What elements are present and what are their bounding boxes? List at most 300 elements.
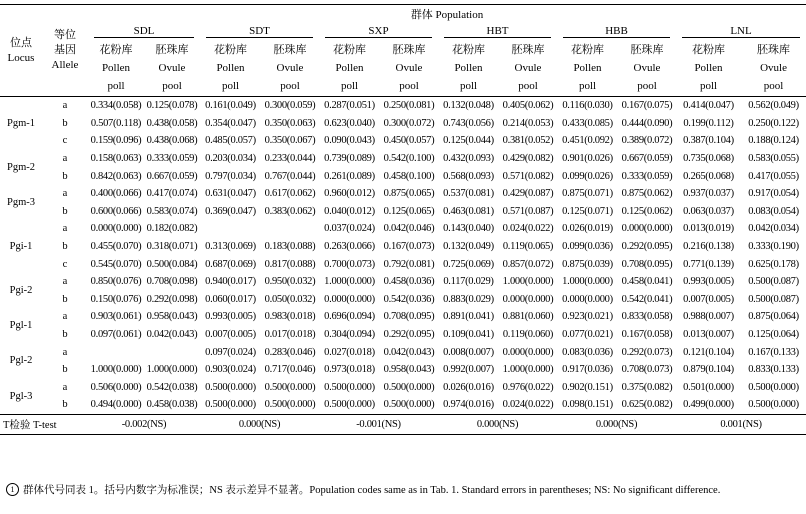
population-hbb [557,22,676,40]
ovule-frequency-cell: 0.625(0.178) [748,258,799,270]
pollen-frequency-cell: 0.099(0.026) [562,170,613,182]
ovule-frequency-cell: 1.000(0.000) [502,364,554,376]
population-lnl [676,22,806,40]
allele-header-en: Allele [51,59,79,71]
pollen-header-line: 花粉库 [99,44,133,56]
ovule-header-line: 胚珠库 [630,44,664,56]
ovule-frequency-cell: 0.542(0.041) [621,293,673,305]
ovule-frequency-cell: 0.667(0.059) [621,153,673,165]
pollen-pool-header [676,40,741,97]
ovule-frequency-cell: 0.405(0.062) [502,100,554,112]
pollen-frequency-cell: 0.500(0.000) [324,399,375,411]
table-row [0,379,806,397]
pollen-header-line: 花粉库 [333,44,366,56]
ovule-frequency-cell: 0.767(0.044) [264,170,316,182]
ovule-frequency-cell: 0.976(0.022) [502,381,554,393]
ttest-label: T检验 T-test [0,414,88,434]
pollen-frequency-cell: 0.842(0.063) [90,170,142,182]
pollen-frequency-cell: 0.040(0.012) [324,205,375,217]
locus-cell: Pgi-2 [9,285,33,297]
ovule-header-line: 胚珠库 [155,44,189,56]
pollen-header-line: poll [578,80,597,92]
pollen-frequency-cell: 0.903(0.024) [205,364,256,376]
locus-cell: Pgm-3 [6,197,35,209]
allele-cell: b [62,241,68,253]
population-name: HBT [444,25,551,38]
allele-cell: a [62,188,68,200]
ovule-frequency-cell: 0.438(0.068) [146,135,198,147]
ovule-frequency-cell: 0.183(0.088) [264,241,316,253]
pollen-frequency-cell: 0.696(0.094) [324,311,375,323]
pollen-header-line: Pollen [101,62,131,74]
ovule-frequency-cell: 0.983(0.018) [264,311,316,323]
pollen-header-line: poll [107,80,125,92]
pollen-frequency-cell: 0.099(0.036) [562,241,613,253]
ovule-frequency-cell: 0.917(0.054) [748,188,799,200]
table-row [0,115,806,133]
ovule-frequency-cell [144,343,200,361]
pollen-frequency-cell: 0.494(0.000) [90,399,142,411]
pollen-frequency-cell: 0.940(0.017) [205,276,256,288]
pollen-frequency-cell: 0.903(0.061) [90,311,142,323]
pollen-frequency-cell: 0.132(0.048) [443,100,494,112]
ovule-header-line: Ovule [514,62,542,74]
pool-subheader-row [0,40,806,97]
pollen-frequency-cell: 1.000(0.000) [324,276,375,288]
pollen-frequency-cell: 0.143(0.040) [443,223,494,235]
ovule-header-line: Ovule [760,62,787,74]
ovule-frequency-cell: 0.500(0.000) [383,399,435,411]
ovule-header-line: Ovule [276,62,304,74]
pollen-pool-header [557,40,618,97]
pollen-frequency-cell: 0.992(0.007) [443,364,494,376]
allele-header-cn1: 等位 [54,29,76,41]
pollen-pool-header [319,40,380,97]
pollen-frequency-cell: 0.451(0.092) [562,135,613,147]
ovule-frequency-cell: 0.300(0.072) [383,117,435,129]
ovule-frequency-cell: 0.292(0.095) [383,329,435,341]
ovule-frequency-cell: 0.350(0.063) [264,117,316,129]
allele-cell: b [62,364,68,376]
pollen-header-line: poll [340,80,359,92]
pollen-frequency-cell: 0.077(0.021) [562,329,613,341]
pollen-frequency-cell: 0.008(0.007) [443,346,494,358]
pollen-frequency-cell: 0.739(0.089) [324,153,375,165]
ovule-header-line: pool [162,80,182,92]
population-group-row [0,22,806,40]
ovule-frequency-cell: 0.119(0.060) [502,329,554,341]
allele-cell: c [62,135,68,147]
table-row [0,167,806,185]
ovule-pool-header [144,40,200,97]
ovule-frequency-cell: 0.438(0.058) [146,117,198,129]
ovule-frequency-cell: 0.958(0.043) [146,311,198,323]
pollen-frequency-cell: 0.923(0.021) [562,311,613,323]
pollen-frequency-cell: 0.623(0.040) [324,117,375,129]
ovule-frequency-cell: 0.500(0.000) [748,399,799,411]
locus-cell: Pgm-1 [6,117,35,129]
ovule-frequency-cell: 0.950(0.032) [264,276,316,288]
allele-cell: a [62,311,68,323]
ovule-frequency-cell: 0.017(0.018) [264,329,316,341]
ttest-value: 0.000(NS) [200,414,319,434]
ovule-frequency-cell: 0.389(0.072) [621,135,673,147]
pollen-frequency-cell: 0.973(0.018) [324,364,375,376]
allele-cell: b [62,170,68,182]
ovule-frequency-cell: 0.667(0.059) [146,170,198,182]
ovule-frequency-cell: 0.562(0.049) [748,100,799,112]
ovule-frequency-cell: 0.458(0.036) [383,276,435,288]
pollen-frequency-cell: 0.263(0.066) [324,241,375,253]
ovule-frequency-cell: 0.500(0.000) [383,381,435,393]
pollen-frequency-cell: 0.400(0.066) [90,188,142,200]
ovule-frequency-cell: 0.375(0.082) [621,381,673,393]
pollen-frequency-cell: 0.159(0.096) [90,135,142,147]
ovule-frequency-cell: 0.292(0.073) [621,346,673,358]
pollen-header-line: Pollen [216,62,245,74]
ovule-frequency-cell: 0.125(0.062) [621,205,673,217]
pollen-frequency-cell: 1.000(0.000) [90,364,142,376]
ovule-header-line: pool [763,80,784,92]
pollen-pool-header [88,40,144,97]
pollen-frequency-cell [200,220,261,238]
pollen-frequency-cell: 0.993(0.005) [683,276,734,288]
pollen-frequency-cell: 0.500(0.000) [324,381,375,393]
pollen-frequency-cell: 0.433(0.085) [562,117,613,129]
ovule-frequency-cell: 0.350(0.067) [264,135,316,147]
pollen-header-line: poll [459,80,478,92]
ovule-frequency-cell: 0.458(0.038) [146,399,198,411]
table-row [0,291,806,309]
locus-cell: Pgl-2 [9,355,33,367]
ovule-frequency-cell: 0.458(0.041) [621,276,673,288]
ovule-frequency-cell: 0.958(0.043) [383,364,435,376]
ovule-frequency-cell: 0.417(0.055) [748,170,799,182]
pollen-frequency-cell: 0.501(0.000) [683,381,734,393]
ovule-frequency-cell: 0.617(0.062) [264,188,316,200]
pollen-frequency-cell: 0.988(0.007) [683,311,734,323]
footnote-text: 群体代号同表 1。括号内数字为标准误；NS 表示差异不显著。Population codes same as in Tab. 1. Standard errors in parentheses; NS: No significant difference. [23,485,721,496]
ovule-frequency-cell: 0.875(0.062) [621,188,673,200]
ovule-header-line: 胚珠库 [511,44,545,56]
ovule-frequency-cell: 0.000(0.000) [621,223,673,235]
pollen-frequency-cell: 0.098(0.151) [562,399,613,411]
pollen-frequency-cell: 0.216(0.138) [683,241,734,253]
pollen-frequency-cell: 0.902(0.151) [562,381,613,393]
ovule-header-line: pool [399,80,419,92]
ovule-frequency-cell: 0.381(0.052) [502,135,554,147]
ovule-frequency-cell: 0.500(0.087) [748,276,799,288]
ovule-frequency-cell: 0.450(0.057) [383,135,435,147]
ovule-frequency-cell: 0.542(0.100) [383,153,435,165]
ovule-frequency-cell: 0.500(0.087) [748,293,799,305]
ovule-frequency-cell: 0.042(0.046) [383,223,435,235]
ovule-frequency-cell: 0.833(0.058) [621,311,673,323]
pollen-frequency-cell: 0.937(0.037) [683,188,734,200]
ovule-frequency-cell: 0.708(0.098) [146,276,198,288]
ovule-frequency-cell: 0.125(0.065) [383,205,435,217]
ovule-frequency-cell: 0.188(0.124) [748,135,799,147]
ovule-frequency-cell: 0.583(0.055) [748,153,799,165]
pollen-frequency-cell: 0.060(0.017) [205,293,256,305]
ovule-frequency-cell: 0.318(0.071) [146,241,198,253]
ovule-pool-header [380,40,438,97]
pollen-frequency-cell: 0.000(0.000) [90,223,142,235]
allele-cell: a [62,346,68,358]
pollen-frequency-cell: 0.026(0.016) [443,381,494,393]
ovule-frequency-cell: 0.214(0.053) [502,117,554,129]
ovule-frequency-cell: 0.167(0.075) [621,100,673,112]
pollen-frequency-cell: 0.109(0.041) [443,329,494,341]
pollen-frequency-cell: 0.901(0.026) [562,153,613,165]
table-row [0,396,806,414]
ovule-frequency-cell: 0.119(0.065) [502,241,554,253]
ovule-frequency-cell: 0.050(0.032) [264,293,316,305]
pollen-header-line: 花粉库 [214,44,247,56]
allele-cell: b [62,117,68,129]
pollen-frequency-cell: 0.387(0.104) [683,135,734,147]
ovule-frequency-cell: 0.717(0.046) [264,364,316,376]
pollen-frequency-cell: 0.432(0.093) [443,153,494,165]
allele-cell: a [62,381,68,393]
pollen-frequency-cell: 0.875(0.071) [562,188,613,200]
ovule-frequency-cell: 0.167(0.073) [383,241,435,253]
ttest-value: 0.000(NS) [438,414,557,434]
allele-cell: a [62,276,68,288]
ovule-frequency-cell: 0.429(0.087) [502,188,554,200]
pollen-frequency-cell: 0.063(0.037) [683,205,734,217]
pollen-frequency-cell: 0.007(0.005) [683,293,734,305]
ovule-frequency-cell: 0.833(0.133) [748,364,799,376]
ovule-frequency-cell: 0.417(0.074) [146,188,198,200]
pollen-frequency-cell: 0.974(0.016) [443,399,494,411]
ovule-frequency-cell: 0.125(0.064) [748,329,799,341]
pollen-frequency-cell: 0.199(0.112) [683,117,734,129]
ovule-frequency-cell: 1.000(0.000) [146,364,198,376]
pollen-frequency-cell: 0.007(0.005) [205,329,256,341]
pollen-frequency-cell: 0.150(0.076) [90,293,142,305]
pollen-frequency-cell: 0.960(0.012) [324,188,375,200]
pollen-header-line: poll [699,80,718,92]
ovule-header-line: Ovule [158,62,186,74]
allele-cell: a [62,153,68,165]
ovule-frequency-cell: 0.500(0.000) [264,381,316,393]
ovule-header-line: pool [280,80,300,92]
pollen-frequency-cell: 0.771(0.139) [683,258,734,270]
ovule-frequency-cell: 0.083(0.054) [748,205,799,217]
pollen-frequency-cell: 0.013(0.019) [683,223,734,235]
pollen-frequency-cell: 0.537(0.081) [443,188,494,200]
population-sxp [319,22,438,40]
ovule-header-line: pool [637,80,657,92]
pollen-frequency-cell: 0.687(0.069) [205,258,256,270]
pollen-frequency-cell: 0.879(0.104) [683,364,734,376]
table-row [0,361,806,379]
allele-header-cn2: 基因 [54,44,76,56]
table-row [0,132,806,150]
ovule-frequency-cell: 0.542(0.036) [383,293,435,305]
ovule-frequency-cell: 0.300(0.059) [264,100,316,112]
ovule-pool-header [618,40,676,97]
population-name: SDT [206,25,313,38]
ovule-pool-header [741,40,806,97]
pollen-frequency-cell: 0.037(0.024) [324,223,375,235]
pollen-frequency-cell: 0.455(0.070) [90,241,142,253]
pollen-frequency-cell: 0.500(0.000) [205,399,256,411]
pollen-frequency-cell: 0.121(0.104) [683,346,734,358]
ovule-frequency-cell: 0.500(0.000) [264,399,316,411]
pollen-frequency-cell: 0.354(0.047) [205,117,256,129]
pollen-frequency-cell: 0.013(0.007) [683,329,734,341]
ovule-frequency-cell: 0.708(0.073) [621,364,673,376]
ovule-frequency-cell: 0.429(0.082) [502,153,554,165]
locus-cell: Pgl-1 [9,320,33,332]
ovule-header-line: Ovule [633,62,661,74]
population-name: SXP [325,25,432,38]
ovule-frequency-cell: 0.792(0.081) [383,258,435,270]
table-row [0,97,806,115]
pollen-header-line: Pollen [454,62,483,74]
pollen-frequency-cell: 0.485(0.057) [205,135,256,147]
pollen-frequency-cell: 0.116(0.030) [562,100,613,112]
table-row [0,308,806,326]
pollen-frequency-cell: 0.369(0.047) [205,205,256,217]
allele-header [42,5,88,97]
ttest-value: 0.001(NS) [676,414,806,434]
population-header-label: 群体 Population [410,8,484,21]
table-row [0,150,806,168]
ovule-frequency-cell: 0.875(0.064) [748,311,799,323]
pollen-frequency-cell: 0.125(0.071) [562,205,613,217]
ovule-frequency-cell: 0.167(0.058) [621,329,673,341]
pollen-frequency-cell [88,343,144,361]
ovule-header-line: Ovule [395,62,423,74]
pollen-frequency-cell: 0.850(0.076) [90,276,142,288]
pollen-frequency-cell: 0.304(0.094) [324,329,375,341]
pollen-frequency-cell: 0.000(0.000) [562,293,613,305]
footnote [6,483,804,498]
ovule-frequency-cell: 0.250(0.122) [748,117,799,129]
ovule-frequency-cell: 0.857(0.072) [502,258,554,270]
ovule-frequency-cell: 0.383(0.062) [264,205,316,217]
pollen-frequency-cell: 0.725(0.069) [443,258,494,270]
allele-cell: b [62,205,68,217]
allele-frequency-table [0,4,806,435]
pollen-frequency-cell: 0.090(0.043) [324,135,375,147]
ovule-header-line: 胚珠库 [757,44,791,56]
pollen-frequency-cell: 0.313(0.069) [205,241,256,253]
ttest-value: -0.002(NS) [88,414,200,434]
locus-header-cn: 位点 [10,36,32,49]
ovule-frequency-cell: 0.182(0.082) [146,223,198,235]
pollen-frequency-cell: 0.158(0.063) [90,153,142,165]
pollen-frequency-cell: 0.161(0.049) [205,100,256,112]
pollen-frequency-cell: 0.631(0.047) [205,188,256,200]
pollen-frequency-cell: 0.507(0.118) [90,117,142,129]
ttest-value: -0.001(NS) [319,414,438,434]
ovule-frequency-cell: 0.881(0.060) [502,311,554,323]
ovule-frequency-cell: 0.458(0.100) [383,170,435,182]
pollen-frequency-cell: 0.463(0.081) [443,205,494,217]
ovule-frequency-cell: 0.000(0.000) [502,293,554,305]
ovule-frequency-cell: 0.542(0.038) [146,381,198,393]
pollen-frequency-cell: 0.132(0.049) [443,241,494,253]
locus-cell: Pgl-3 [9,390,33,402]
ovule-frequency-cell: 0.500(0.000) [748,381,799,393]
ovule-frequency-cell: 0.042(0.043) [383,346,435,358]
pollen-frequency-cell: 0.117(0.029) [443,276,494,288]
ovule-frequency-cell: 0.283(0.046) [264,346,316,358]
pollen-frequency-cell: 0.600(0.066) [90,205,142,217]
pollen-header-line: 花粉库 [571,44,604,56]
ovule-frequency-cell: 0.333(0.190) [748,241,799,253]
ovule-frequency-cell: 0.875(0.065) [383,188,435,200]
ovule-frequency-cell: 0.292(0.095) [621,241,673,253]
ovule-header-line: 胚珠库 [392,44,426,56]
pollen-frequency-cell: 0.097(0.061) [90,329,142,341]
pollen-frequency-cell: 0.883(0.029) [443,293,494,305]
pollen-header-line: Pollen [694,62,723,74]
ovule-frequency-cell: 0.708(0.095) [383,311,435,323]
ovule-frequency-cell: 0.233(0.044) [264,153,316,165]
pollen-frequency-cell: 0.735(0.068) [683,153,734,165]
locus-cell: Pgi-1 [9,241,33,253]
pollen-frequency-cell: 0.891(0.041) [443,311,494,323]
ovule-frequency-cell: 0.333(0.059) [621,170,673,182]
locus-header-en: Locus [7,51,35,64]
locus-cell: Pgm-2 [6,161,35,173]
pollen-frequency-cell: 0.203(0.034) [205,153,256,165]
allele-cell: a [62,100,68,112]
ovule-pool-header [499,40,557,97]
table-row [0,273,806,291]
pollen-header-line: poll [221,80,240,92]
locus-header [0,5,42,97]
pollen-frequency-cell: 0.917(0.036) [562,364,613,376]
pollen-frequency-cell: 0.097(0.024) [205,346,256,358]
ovule-frequency-cell: 0.167(0.133) [748,346,799,358]
ovule-frequency-cell: 1.000(0.000) [502,276,554,288]
allele-cell: a [62,223,68,235]
pollen-frequency-cell: 0.414(0.047) [683,100,734,112]
ovule-frequency-cell: 0.500(0.084) [146,258,198,270]
pollen-frequency-cell: 0.500(0.000) [205,381,256,393]
pollen-frequency-cell: 0.568(0.093) [443,170,494,182]
pollen-frequency-cell: 0.334(0.058) [90,100,142,112]
footnote-mark: 1 [6,483,19,496]
pollen-frequency-cell: 0.545(0.070) [90,258,142,270]
ovule-frequency-cell: 0.292(0.098) [146,293,198,305]
pollen-frequency-cell: 0.000(0.000) [324,293,375,305]
pollen-frequency-cell: 0.499(0.000) [683,399,734,411]
table-row [0,203,806,221]
pollen-header-line: 花粉库 [452,44,485,56]
population-header [88,5,806,23]
pollen-frequency-cell: 0.743(0.056) [443,117,494,129]
ovule-frequency-cell: 0.571(0.087) [502,205,554,217]
population-name: LNL [682,25,800,38]
ovule-frequency-cell: 0.000(0.000) [502,346,554,358]
ovule-frequency-cell: 0.042(0.034) [748,223,799,235]
allele-cell: c [62,258,68,270]
pollen-frequency-cell: 0.993(0.005) [205,311,256,323]
population-sdl [88,22,200,40]
ovule-pool-header [261,40,319,97]
pollen-header-line: Pollen [335,62,364,74]
table-row [0,326,806,344]
pollen-frequency-cell: 0.506(0.000) [90,381,142,393]
ovule-header-line: 胚珠库 [273,44,307,56]
